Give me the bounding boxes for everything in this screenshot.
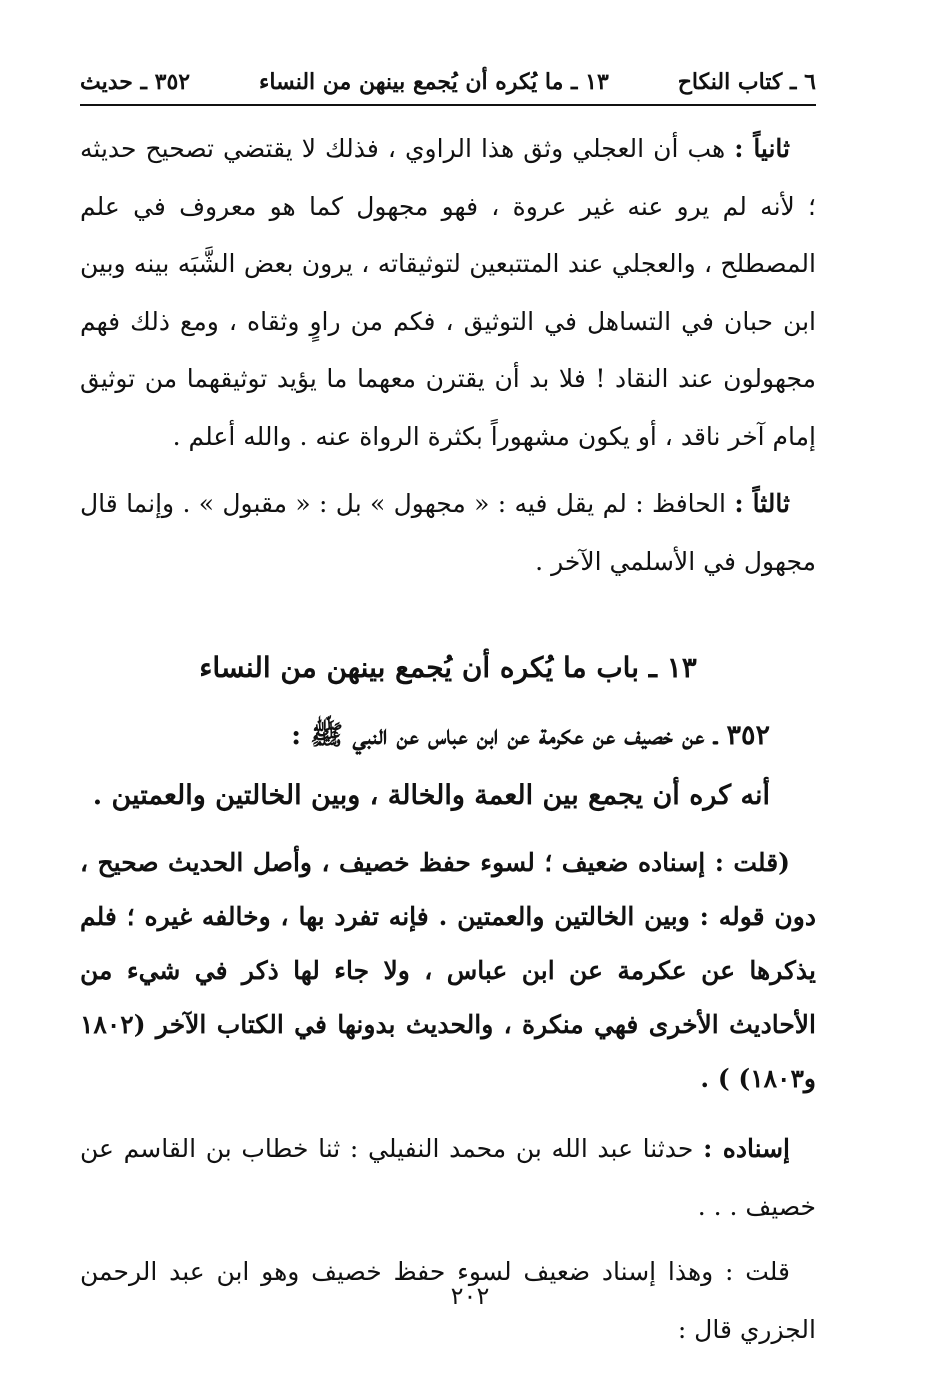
- paragraph-second-point: [80, 120, 816, 465]
- hadith-text: أنه كره أن يجمع بين العمة والخالة ، وبين الخالتين والعمتين .: [92, 780, 770, 811]
- book-page: [80, 60, 816, 1358]
- chapter-heading: ١٣ ـ باب ما يُكره أن يُجمع بينهن من النساء: [199, 651, 697, 684]
- paragraph-text: الحافظ : لم يقل فيه : « مجهول » بل : « مقبول » . وإنما قال مجهول في الأسلمي الآخر .: [80, 489, 816, 576]
- comment-paragraph: قلت : وهذا إسناد ضعيف لسوء حفظ خصيف وهو ابن عبد الرحمن الجزري قال :: [80, 1257, 816, 1344]
- isnad-paragraph: [80, 1120, 816, 1235]
- paragraph-text: هب أن العجلي وثق هذا الراوي ، فذلك لا يقتضي تصحيح حديثه ؛ لأنه لم يرو عنه غير عروة ، فهو مجهول كما هو معروف في علم المصطلح ، والعجلي عند المتتبعين لتوثيقاته ، يرون بعض الشَّبَه بينه وبين ابن حبان في التساهل في التوثيق ، فكم من راوٍ وثقاه ، ومع ذلك فهم مجهولون عند النقاد ! فلا بد أن يقترن معهما ما يؤيد توثيقهما من توثيق إمام آخر ناقد ، أو يكون مشهوراً بكثرة الرواة عنه . والله أعلم .: [80, 134, 816, 451]
- isnad-lead: إسناده :: [703, 1134, 791, 1163]
- paragraph-third-point: [80, 475, 816, 590]
- editor-note: (قلت : إسناده ضعيف ؛ لسوء حفظ خصيف ، وأصل الحديث صحيح ، دون قوله : وبين الخالتين والعمتين . فإنه تفرد بها ، وخالفه غيره ؛ فلم يذكرها عن عكرمة عن ابن عباس ، ولا جاء لها ذكر في شيء من الأحاديث الأخرى فهي منكرة ، والحديث بدونها في الكتاب الآخر (١٨٠٢ و١٨٠٣) ) .: [80, 848, 816, 1093]
- paragraph-lead: ثالثاً :: [734, 489, 790, 518]
- header-hadith-ref: ٣٥٢ ـ حديث: [80, 69, 191, 95]
- page-number: ٢٠٢: [450, 1282, 490, 1310]
- hadith-chain: ٣٥٢ ـ عن خصيف عن عكرمة عن ابن عباس عن النبي ﷺ :: [291, 720, 770, 751]
- header-chapter: ٦ ـ كتاب النكاح: [677, 69, 816, 95]
- paragraph-lead: ثانياً :: [734, 134, 791, 163]
- header-section: ١٣ ـ ما يُكره أن يُجمع بينهن من النساء: [259, 69, 609, 95]
- isnad-text: حدثنا عبد الله بن محمد النفيلي : ثنا خطاب بن القاسم عن خصيف . . .: [80, 1134, 816, 1221]
- running-header: [80, 60, 816, 106]
